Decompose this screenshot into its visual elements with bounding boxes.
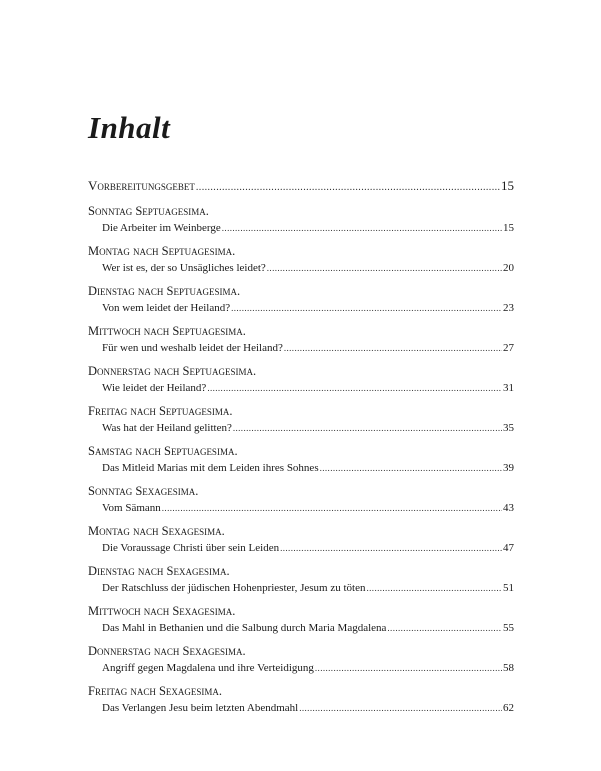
toc-entry (88, 283, 514, 316)
toc-page-number: 15 (501, 178, 514, 193)
toc-page-number: 35 (503, 422, 514, 434)
toc-subentry-label: Das Verlangen Jesu beim letzten Abendmahl (102, 702, 299, 714)
toc-day-label: Donnerstag nach Sexagesima. (88, 644, 246, 658)
leader-dots (222, 220, 502, 236)
toc-day-heading (88, 283, 514, 300)
toc-subentry-label: Das Mahl in Bethanien und die Salbung durch Maria Magdalena (102, 622, 387, 634)
toc-subentry-label: Die Voraussage Christi über sein Leiden (102, 542, 280, 554)
toc-page-number: 20 (503, 262, 514, 274)
leader-dots (231, 300, 502, 316)
toc-page-number: 15 (503, 222, 514, 234)
toc-entry (88, 443, 514, 476)
toc-entry (88, 523, 514, 556)
toc-subentry (88, 300, 514, 316)
toc-day-label: Sonntag Septuagesima. (88, 204, 209, 218)
toc-day-heading (88, 643, 514, 660)
toc-page-number: 51 (503, 582, 514, 594)
toc-subentry-label: Wie leidet der Heiland? (102, 382, 207, 394)
toc-day-heading (88, 203, 514, 220)
toc-day-heading (88, 523, 514, 540)
toc-subentry (88, 500, 514, 516)
toc-page-number: 23 (503, 302, 514, 314)
toc-subentry (88, 460, 514, 476)
toc-page-number: 58 (503, 662, 514, 674)
toc-day-heading (88, 683, 514, 700)
leader-dots (367, 580, 503, 596)
toc-subentry (88, 620, 514, 636)
toc-day-heading (88, 323, 514, 340)
toc-entry (88, 323, 514, 356)
toc-day-heading (88, 443, 514, 460)
toc-subentry-label: Was hat der Heiland gelitten? (102, 422, 232, 434)
toc-subentry-label: Der Ratschluss der jüdischen Hohenpriester, Jesum zu töten (102, 582, 366, 594)
toc-subentry (88, 340, 514, 356)
leader-dots (315, 660, 502, 676)
toc-day-label: Dienstag nach Sexagesima. (88, 564, 230, 578)
toc-subentry-label: Von wem leidet der Heiland? (102, 302, 231, 314)
toc-subentry-label: Wer ist es, der so Unsägliches leidet? (102, 262, 266, 274)
toc-entry (88, 643, 514, 676)
leader-dots (233, 420, 502, 436)
toc-entry (88, 243, 514, 276)
leader-dots (207, 380, 502, 396)
toc-entry (88, 363, 514, 396)
toc-page-number: 55 (503, 622, 514, 634)
toc-page-number: 62 (503, 702, 514, 714)
table-of-contents (88, 177, 514, 723)
toc-subentry-label: Das Mitleid Marias mit dem Leiden ihres Sohnes (102, 462, 319, 474)
toc-subentry-label: Die Arbeiter im Weinberge (102, 222, 221, 234)
toc-label: Vorbereitungsgebet (88, 178, 195, 193)
toc-day-heading (88, 363, 514, 380)
toc-subentry-label: Für wen und weshalb leidet der Heiland? (102, 342, 283, 354)
toc-day-label: Mittwoch nach Septuagesima. (88, 324, 246, 338)
leader-dots (196, 179, 500, 196)
toc-day-label: Samstag nach Septuagesima. (88, 444, 238, 458)
toc-subentry-label: Vom Sämann (102, 502, 161, 514)
toc-subentry (88, 580, 514, 596)
toc-page-number: 43 (503, 502, 514, 514)
toc-entries (88, 203, 514, 716)
toc-subentry (88, 380, 514, 396)
toc-entry (88, 563, 514, 596)
toc-subentry-label: Angriff gegen Magdalena und ihre Verteidigung (102, 662, 314, 674)
toc-subentry (88, 420, 514, 436)
toc-day-label: Freitag nach Septuagesima. (88, 404, 233, 418)
toc-subentry (88, 220, 514, 236)
toc-page-number: 31 (503, 382, 514, 394)
toc-day-label: Donnerstag nach Septuagesima. (88, 364, 257, 378)
toc-entry (88, 203, 514, 236)
toc-page-number: 39 (503, 462, 514, 474)
toc-subentry (88, 540, 514, 556)
toc-day-heading (88, 483, 514, 500)
toc-entry (88, 483, 514, 516)
toc-day-heading (88, 403, 514, 420)
toc-day-label: Montag nach Septuagesima. (88, 244, 236, 258)
toc-subentry (88, 260, 514, 276)
toc-day-label: Mittwoch nach Sexagesima. (88, 604, 236, 618)
leader-dots (387, 620, 502, 636)
toc-day-heading (88, 563, 514, 580)
toc-entry (88, 683, 514, 716)
toc-day-label: Montag nach Sexagesima. (88, 524, 225, 538)
toc-day-label: Sonntag Sexagesima. (88, 484, 199, 498)
leader-dots (267, 260, 502, 276)
toc-subentry (88, 700, 514, 716)
toc-entry (88, 403, 514, 436)
toc-day-label: Dienstag nach Septuagesima. (88, 284, 241, 298)
toc-entry-prayer (88, 177, 514, 196)
toc-page-number: 27 (503, 342, 514, 354)
leader-dots (299, 700, 502, 716)
leader-dots (320, 460, 502, 476)
leader-dots (162, 500, 502, 516)
toc-entry (88, 603, 514, 636)
leader-dots (280, 540, 502, 556)
leader-dots (284, 340, 502, 356)
toc-subentry (88, 660, 514, 676)
page-title: Inhalt (88, 110, 171, 145)
toc-day-heading (88, 603, 514, 620)
toc-day-label: Freitag nach Sexagesima. (88, 684, 223, 698)
toc-day-heading (88, 243, 514, 260)
toc-page-number: 47 (503, 542, 514, 554)
